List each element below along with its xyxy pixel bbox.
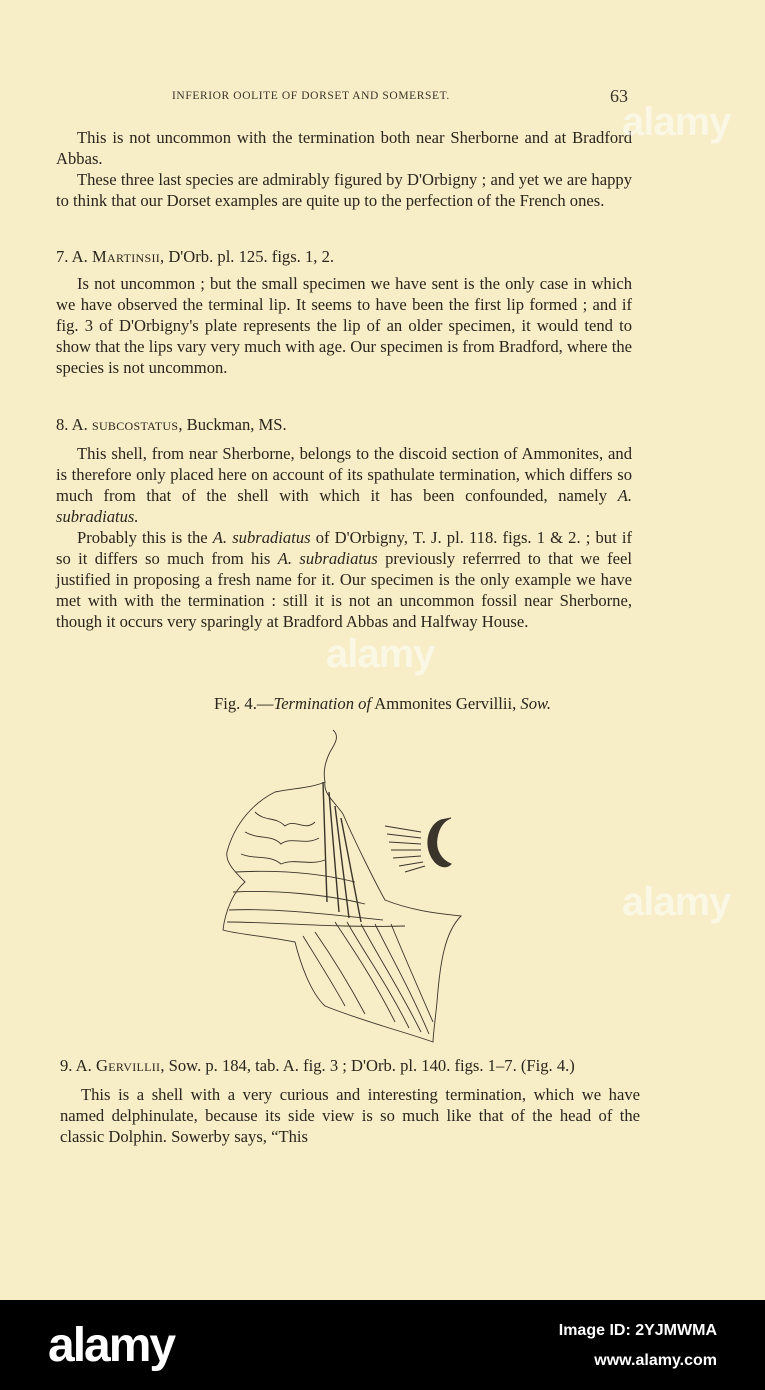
growth-lines-2 <box>303 922 433 1034</box>
shell-outline <box>223 730 461 1042</box>
section-7-species: Martinsii <box>91 247 161 266</box>
section-8-heading <box>56 414 632 435</box>
caption-species: Ammonites Gervillii, <box>371 694 521 713</box>
image-id: Image ID: 2YJMWMA <box>558 1322 717 1339</box>
section-8-p2-text-a: Probably this is the <box>77 528 213 547</box>
section-7-number: 7. A. <box>56 247 88 266</box>
page-number: 63 <box>610 86 628 106</box>
watermark-center: alamy <box>326 632 435 676</box>
section-8-species: subcostatus <box>91 415 179 434</box>
section-8-paragraph-1 <box>56 443 632 527</box>
alamy-logo: alamy <box>48 1319 175 1372</box>
section-8 <box>56 414 632 632</box>
section-8-number: 8. A. <box>56 415 88 434</box>
section-8-p1-italic: A. subradiatus. <box>56 486 632 526</box>
section-8-p2-italic-1: A. subradiatus <box>212 528 311 547</box>
section-9-species: Gervillii <box>95 1056 161 1075</box>
section-8-p2-text-c: previously referrred to that we feel justified in proposing a fresh name for it. Our specimen is the only example we have met with with the termination : still it is not an uncommon fossil near Sherborne, though it occurs very sparingly at Bradford Abbas and Halfway House. <box>56 549 632 631</box>
site-url: www.alamy.com <box>594 1352 717 1369</box>
section-7 <box>56 246 632 378</box>
section-7-body: Is not uncommon ; but the small specimen we have sent is the only case in which we have observed the terminal lip. It seems to have been the first lip formed ; and if fig. 3 of D'Orbigny's plate represents the lip of an older specimen, it would tend to show that the lips vary very much with age. Our specimen is from Bradford, where the species is not uncommon. <box>56 274 632 377</box>
figure-caption <box>0 694 765 714</box>
growth-lines-1 <box>227 871 405 926</box>
section-9-body: This is a shell with a very curious and interesting termination, which we have named delphinulate, because its side view is so much like that of the head of the classic Dolphin. Sowerby says, “This <box>60 1085 640 1146</box>
caption-italic: Termination of <box>273 694 372 713</box>
running-head: INFERIOR OOLITE OF DORSET AND SOMERSET. <box>172 90 450 102</box>
stock-footer <box>0 1300 765 1390</box>
section-7-heading <box>56 246 632 267</box>
section-7-reference: , D'Orb. pl. 125. figs. 1, 2. <box>160 247 335 266</box>
section-9-heading <box>60 1055 640 1076</box>
section-8-reference: , Buckman, MS. <box>178 415 287 434</box>
ridge-shading <box>323 782 361 922</box>
rough-texture <box>241 812 325 864</box>
caption-prefix: Fig. 4.— <box>214 694 274 713</box>
caption-author: Sow. <box>520 694 551 713</box>
section-9-number: 9. A. <box>60 1056 92 1075</box>
section-view <box>385 818 451 872</box>
section-8-p2-text-b: of D'Orbigny, T. J. pl. 118. figs. 1 & 2. ; but if so it differs so much from his <box>56 528 632 568</box>
paragraph-2: These three last species are admirably figured by D'Orbigny ; and yet we are happy to think that our Dorset examples are quite up to the perfection of the French ones. <box>56 170 632 210</box>
section-8-p1-text: This shell, from near Sherborne, belongs to the discoid section of Ammonites, and is therefore only placed here on account of its spathulate termination, which differs so much from that of the shell with which it has been confounded, namely <box>56 444 632 505</box>
section-8-paragraph-2 <box>56 527 632 632</box>
paragraph-1: This is not uncommon with the termination both near Sherborne and at Bradford Abbas. <box>56 128 632 168</box>
section-8-p2-italic-2: A. subradiatus <box>277 549 378 568</box>
paragraph-1-block <box>56 127 632 211</box>
section-9 <box>60 1055 640 1147</box>
ammonite-termination-illustration <box>215 722 475 1050</box>
watermark-right: alamy <box>622 880 731 924</box>
section-9-reference: , Sow. p. 184, tab. A. fig. 3 ; D'Orb. pl. 140. figs. 1–7. (Fig. 4.) <box>160 1056 575 1075</box>
watermark-top: alamy <box>622 100 731 144</box>
